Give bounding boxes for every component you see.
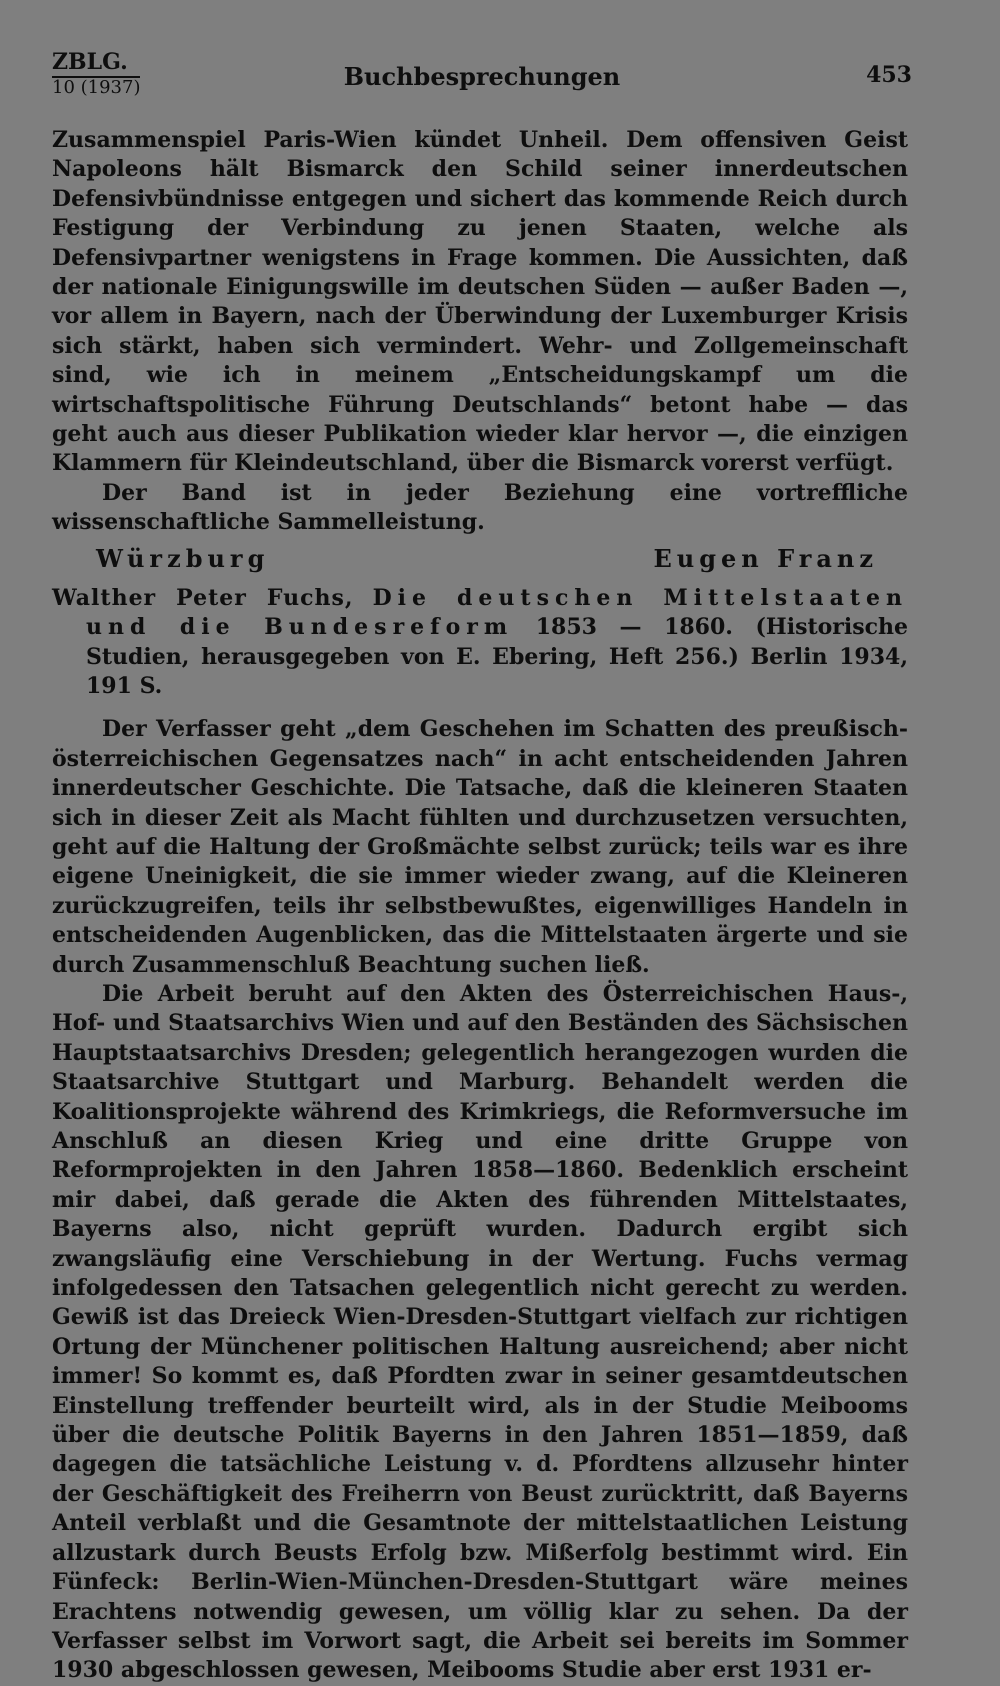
page-header — [52, 50, 912, 106]
citation-details: 1853 — 1860. (Historische Studien, herausgegeben von E. Ebering, Heft 256.) Berlin 1934, 191 S. — [86, 614, 909, 699]
page-body — [52, 126, 908, 1686]
review2-paragraph2: Die Arbeit beruht auf den Akten des Österreichischen Haus-, Hof- und Staatsarchivs Wien und auf den Beständen des Sächsischen Hauptstaatsarchivs Dresden; gelegentlich herangezogen wurden die Staatsarchive Stuttgart und Marburg. Behandelt werden die Koalitionsprojekte während des Krimkriegs, die Reformversuche im Anschluß an diesen Krieg und eine dritte Gruppe von Reformprojekten in den Jahren 1858—1860. Bedenklich erscheint mir dabei, daß gerade die Akten des führenden Mittelstaates, Bayerns also, nicht geprüft wurden. Dadurch ergibt sich zwangsläufig eine Verschiebung in der Wertung. Fuchs vermag infolgedessen den Tatsachen gelegentlich nicht gerecht zu werden. Gewiß ist das Dreieck Wien-Dresden-Stuttgart vielfach zur richtigen Ortung der Münchener politischen Haltung ausreichend; aber nicht immer! So kommt es, daß Pfordten zwar in seiner gesamtdeutschen Einstellung treffender beurteilt wird, als in der Studie Meibooms über die deutsche Politik Bayerns in den Jahren 1851—1859, daß dagegen die tatsächliche Leistung v. d. Pfordtens allzusehr hinter der Geschäftigkeit des Freiherrn von Beust zurücktritt, daß Bayerns Anteil verblaßt und die Gesamtnote der mittelstaatlichen Leistung allzustark durch Beusts Erfolg bzw. Mißerfolg bestimmt wird. Ein Fünfeck: Berlin-Wien-München-Dresden-Stuttgart wäre meines Erachtens notwendig gewesen, um völlig klar zu sehen. Da der Verfasser selbst im Vorwort sagt, die Arbeit sei bereits im Sommer 1930 abgeschlossen gewesen, Meibooms Studie aber erst 1931 er- — [52, 980, 908, 1684]
book-citation — [52, 584, 908, 702]
spacer — [52, 701, 908, 715]
review1-paragraph2: Der Band ist in jeder Beziehung eine vortreffliche wissenschaftliche Sammelleistung. — [52, 479, 908, 536]
signature-reviewer: Eugen Franz — [653, 543, 878, 573]
journal-issue: 10 (1937) — [52, 77, 141, 98]
review2-paragraph1: Der Verfasser geht „dem Geschehen im Schatten des preußisch-österreichischen Gegensatzes nach“ in acht entscheidenden Jahren innerdeutscher Geschichte. Die Tatsache, daß die kleineren Staaten sich in dieser Zeit als Macht fühlten und durchzusetzen versuchten, geht auf die Haltung der Großmächte selbst zurück; teils war es ihre eigene Uneinigkeit, die sie immer wieder zwang, auf die Kleineren zurückzugreifen, teils ihr selbstbewußtes, eigenwilliges Handeln in entscheidenden Augenblicken, das die Mittelstaaten ärgerte und sie durch Zusammenschluß Beachtung suchen ließ. — [52, 716, 908, 978]
signature-place: Würzburg — [96, 543, 270, 573]
citation-title: Die deutschen Mittelstaaten und die Bundesreform — [86, 584, 908, 641]
citation-author: Walther Peter Fuchs, — [52, 584, 354, 611]
page-number: 453 — [866, 62, 912, 88]
journal-abbreviation: ZBLG. — [52, 49, 128, 75]
review1-paragraph1: Zusammenspiel Paris-Wien kündet Unheil. Dem offensiven Geist Napoleons hält Bismarck den Schild seiner innerdeutschen Defensivbündnisse entgegen und sichert das kommende Reich durch Festigung der Verbindung zu jenen Staaten, welche als Defensivpartner wenigstens in Frage kommen. Die Aussichten, daß der nationale Einigungswille im deutschen Süden — außer Baden —, vor allem in Bayern, nach der Überwindung der Luxemburger Krisis sich stärkt, haben sich vermindert. Wehr- und Zollgemeinschaft sind, wie ich in meinem „Entscheidungskampf um die wirtschaftspolitische Führung Deutschlands“ betont habe — das geht auch aus dieser Publikation wieder klar hervor —, die einzigen Klammern für Kleindeutschland, über die Bismarck vorerst verfügt. — [52, 127, 908, 477]
review-signature — [52, 544, 908, 584]
running-title: Buchbesprechungen — [343, 62, 621, 91]
